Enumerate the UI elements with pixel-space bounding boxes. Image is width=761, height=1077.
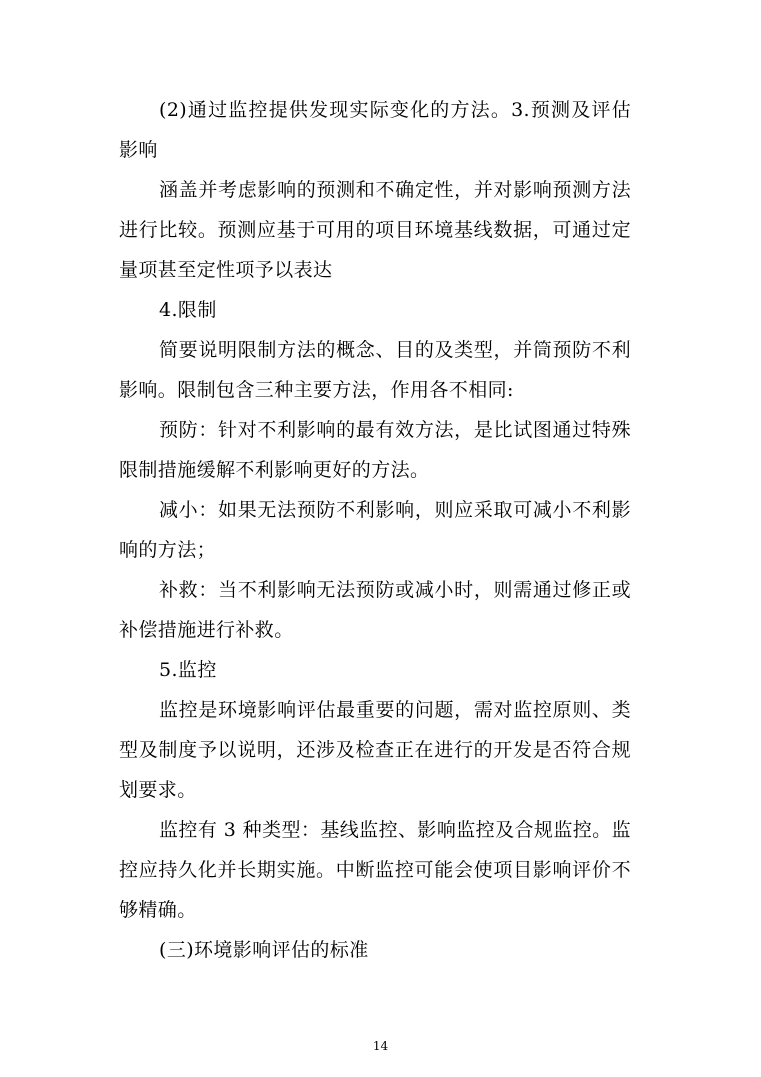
paragraph-monitoring-importance: 监控是环境影响评估最重要的问题，需对监控原则、类型及制度予以说明，还涉及检查正在进行的开发是否符合规划要求。 <box>119 699 631 801</box>
paragraph-monitoring-types: 监控有 3 种类型：基线监控、影响监控及合规监控。监控应持久化并长期实施。中断监控可能会使项目影响评价不够精确。 <box>119 819 631 921</box>
heading-limitation: 4.限制 <box>159 299 217 321</box>
page-number: 14 <box>372 1039 389 1053</box>
paragraph-reduction: 减小：如果无法预防不利影响，则应采取可减小不利影响的方法； <box>119 499 631 561</box>
heading-eia-standards: (三)环境影响评估的标准 <box>159 939 369 961</box>
paragraph-remedy: 补救：当不利影响无法预防或减小时，则需通过修正或补偿措施进行补救。 <box>119 579 631 641</box>
paragraph-prevention: 预防：针对不利影响的最有效方法，是比试图通过特殊限制措施缓解不利影响更好的方法。 <box>119 419 631 481</box>
paragraph-prediction: 涵盖并考虑影响的预测和不确定性，并对影响预测方法进行比较。预测应基于可用的项目环境基线数据，可通过定量项甚至定性项予以表达 <box>119 179 631 281</box>
heading-monitoring: 5.监控 <box>159 659 217 681</box>
paragraph-monitoring-method: (2)通过监控提供发现实际变化的方法。3.预测及评估影响 <box>119 99 631 161</box>
paragraph-limitation-intro: 简要说明限制方法的概念、目的及类型，并筒预防不利影响。限制包含三种主要方法，作用各不相同: <box>119 339 631 401</box>
body-text <box>119 90 631 970</box>
